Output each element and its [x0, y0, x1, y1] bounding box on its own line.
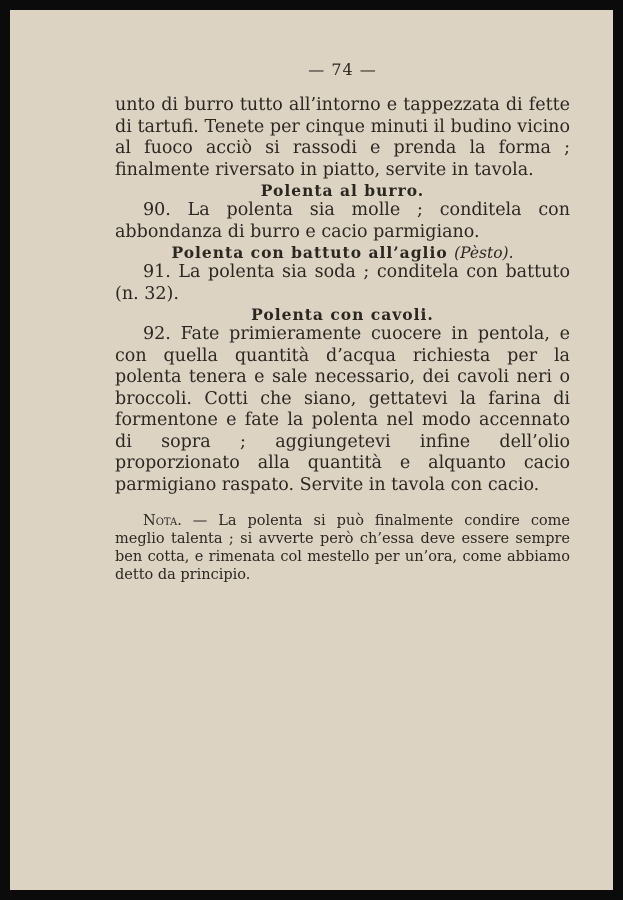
- recipe-title-polenta-con-battuto: [115, 243, 570, 262]
- continuation-paragraph: unto di burro tutto all’intorno e tappezzata di fette di tartufi. Tenete per cinque minuti il budino vicino al fuoco acciò si rassodi e prenda la forma ; finalmente riversato in piatto, servite in tavola.: [115, 95, 570, 180]
- nota-label: Nota. —: [143, 513, 208, 529]
- recipe-paragraph-91: 91. La polenta sia soda ; conditela con battuto (n. 32).: [115, 262, 570, 304]
- page-content: [115, 60, 570, 584]
- recipe-title-polenta-al-burro: Polenta al burro.: [260, 181, 425, 200]
- nota-text: La polenta si può finalmente condire come meglio talenta ; si avverte però ch’essa deve essere sempre ben cotta, e rimenata col mestello per un’ora, come abbiamo detto da principio.: [115, 513, 570, 583]
- recipe-title-note: (Pèsto).: [454, 244, 514, 262]
- book-page: [10, 10, 613, 890]
- recipe-paragraph-92: 92. Fate primieramente cuocere in pentola, e con quella quantità d’acqua richiesta per la polenta tenera e sale necessario, dei cavoli neri o broccoli. Cotti che siano, gettatevi la farina di formentone e fate la polenta nel modo accennato di sopra ; aggiungetevi infine dell’olio proporzionato alla quantità e alquanto cacio parmigiano raspato. Servite in tavola con cacio.: [115, 324, 570, 495]
- recipe-title-polenta-con-cavoli: Polenta con cavoli.: [251, 305, 434, 324]
- page-number: — 74 —: [308, 60, 377, 79]
- recipe-paragraph-90: 90. La polenta sia molle ; conditela con abbondanza di burro e cacio parmigiano.: [115, 200, 570, 242]
- nota-paragraph: [115, 512, 570, 584]
- recipe-title-main: Polenta con battuto all’aglio: [171, 243, 448, 262]
